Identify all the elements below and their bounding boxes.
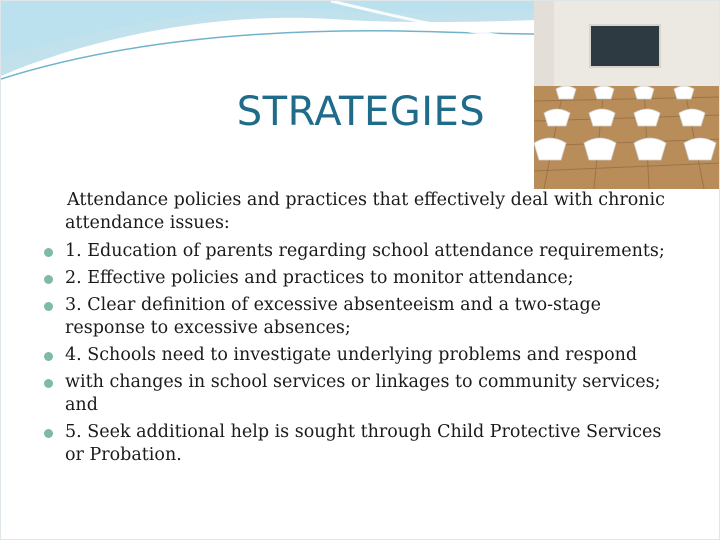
list-item-text: 5. Seek additional help is sought through Child Protective Services or Probation.: [65, 422, 662, 465]
bullet-dot-icon: [44, 275, 53, 284]
intro-text: Attendance policies and practices that effectively deal with chronic attendance issues:: [65, 190, 665, 233]
bullet-dot-icon: [44, 352, 53, 361]
bullet-list: [65, 240, 680, 471]
bullet-dot-icon: [44, 429, 53, 438]
list-item: [65, 240, 680, 263]
list-item: [65, 421, 680, 467]
list-item: [65, 267, 680, 290]
bullet-dot-icon: [44, 379, 53, 388]
list-item-text: 3. Clear definition of excessive absenteeism and a two-stage response to excessive absences;: [65, 295, 602, 338]
list-item: [65, 371, 680, 417]
list-item-text: 4. Schools need to investigate underlying problems and respond: [65, 345, 638, 365]
list-item-text: with changes in school services or linkages to community services; and: [65, 372, 661, 415]
list-item-text: 2. Effective policies and practices to monitor attendance;: [65, 268, 574, 288]
list-item: [65, 294, 680, 340]
bullet-dot-icon: [44, 302, 53, 311]
slide-title: STRATEGIES: [236, 89, 486, 135]
classroom-photo: [534, 1, 720, 189]
list-item-text: 1. Education of parents regarding school attendance requirements;: [65, 241, 665, 261]
list-item: [65, 344, 680, 367]
bullet-dot-icon: [44, 248, 53, 257]
